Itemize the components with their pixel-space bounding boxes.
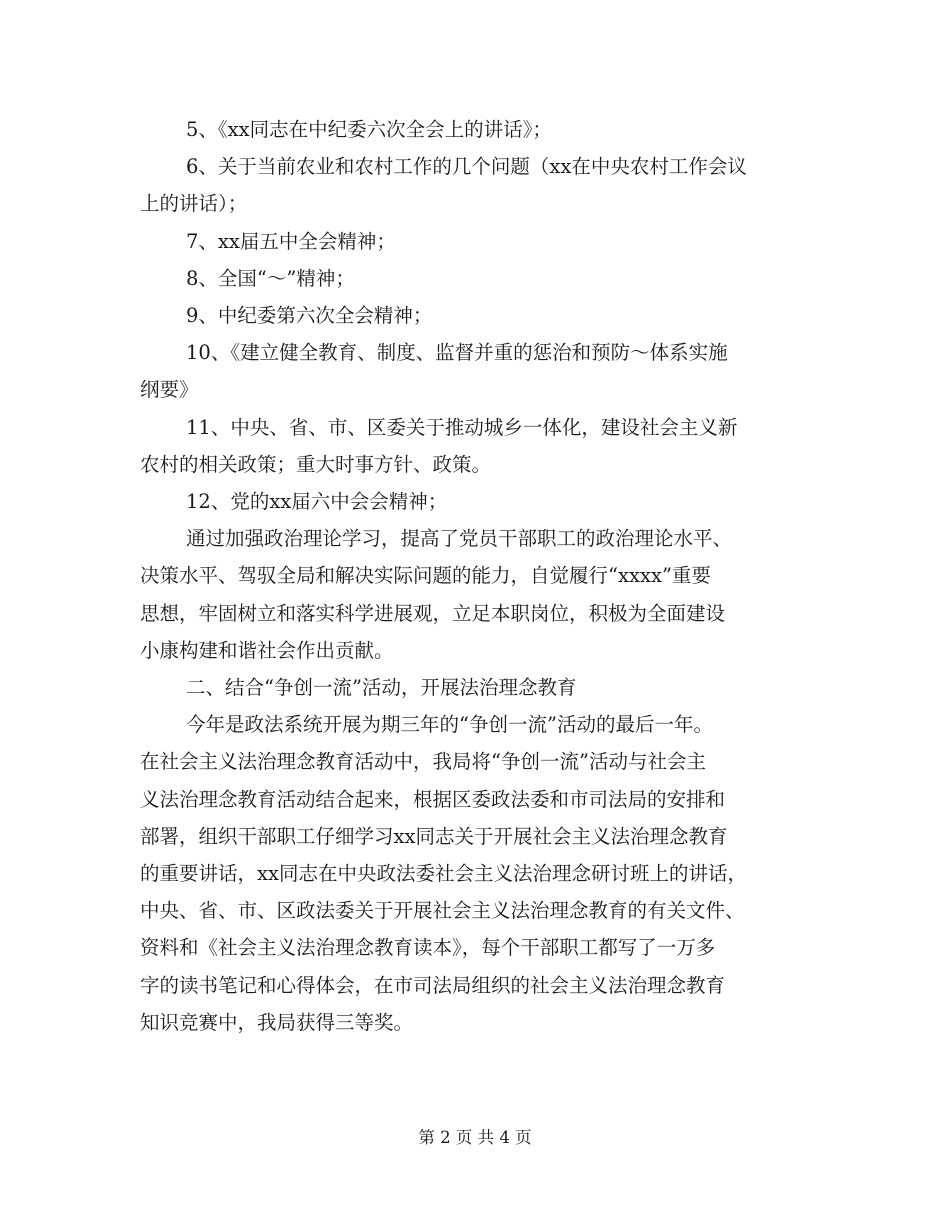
paragraph bbox=[140, 148, 815, 222]
paragraph bbox=[140, 297, 815, 334]
paragraph-line: 部署，组织干部职工仔细学习xx同志关于开展社会主义法治理念教育 bbox=[140, 824, 728, 848]
paragraph-first-line: 8、全国“～”精神； bbox=[186, 266, 355, 290]
paragraph bbox=[140, 706, 815, 1041]
paragraph bbox=[140, 223, 815, 260]
page-footer: 第 2 页 共 4 页 bbox=[418, 1128, 532, 1147]
paragraph bbox=[140, 669, 815, 706]
document-body bbox=[140, 111, 815, 1041]
paragraph-line: 知识竞赛中，我局获得三等奖。 bbox=[140, 1010, 414, 1034]
paragraph-first-line: 9、中纪委第六次全会精神； bbox=[186, 304, 433, 328]
paragraph-line: 上的讲话）； bbox=[140, 192, 248, 216]
paragraph bbox=[140, 409, 815, 483]
paragraph-line: 资料和《社会主义法治理念教育读本》，每个干部职工都写了一万多 bbox=[140, 936, 716, 960]
paragraph-line: 农村的相关政策；重大时事方针、政策。 bbox=[140, 452, 492, 476]
paragraph bbox=[140, 260, 815, 297]
paragraph-line: 小康构建和谐社会作出贡献。 bbox=[140, 638, 394, 662]
paragraph-line: 中央、省、市、区政法委关于开展社会主义法治理念教育的有关文件、 bbox=[140, 899, 745, 923]
paragraph-line: 在社会主义法治理念教育活动中，我局将“争创一流”活动与社会主 bbox=[140, 750, 706, 774]
paragraph-first-line: 10、《建立健全教育、制度、监督并重的惩治和预防～体系实施 bbox=[186, 341, 728, 365]
paragraph-first-line: 二、结合“争创一流”活动，开展法治理念教育 bbox=[186, 676, 577, 700]
paragraph-first-line: 11、中央、省、市、区委关于推动城乡一体化，建设社会主义新 bbox=[186, 415, 738, 439]
paragraph-first-line: 5、《xx同志在中纪委六次全会上的讲话》； bbox=[186, 118, 552, 141]
paragraph-first-line: 12、党的xx届六中会会精神； bbox=[186, 490, 448, 514]
paragraph-first-line: 7、xx届五中全会精神； bbox=[186, 229, 396, 253]
paragraph-line: 决策水平、驾驭全局和解决实际问题的能力，自觉履行“xxxx”重要 bbox=[140, 564, 711, 588]
paragraph-line: 字的读书笔记和心得体会，在市司法局组织的社会主义法治理念教育 bbox=[140, 973, 726, 997]
paragraph-first-line: 通过加强政治理论学习，提高了党员干部职工的政治理论水平、 bbox=[186, 527, 733, 551]
paragraph bbox=[140, 334, 815, 408]
paragraph-line: 义法治理念教育活动结合起来，根据区委政法委和市司法局的安排和 bbox=[140, 787, 726, 811]
paragraph-line: 思想，牢固树立和落实科学进展观，立足本职岗位，积极为全面建设 bbox=[140, 601, 726, 625]
paragraph bbox=[140, 111, 815, 148]
paragraph-first-line: 今年是政法系统开展为期三年的“争创一流”活动的最后一年。 bbox=[186, 713, 713, 737]
paragraph-line: 的重要讲话，xx同志在中央政法委社会主义法治理念研讨班上的讲话， bbox=[140, 862, 747, 886]
paragraph bbox=[140, 483, 815, 520]
paragraph bbox=[140, 520, 815, 669]
paragraph-line: 纲要》 bbox=[140, 378, 199, 402]
paragraph-first-line: 6、关于当前农业和农村工作的几个问题（xx在中央农村工作会议 bbox=[186, 155, 747, 179]
